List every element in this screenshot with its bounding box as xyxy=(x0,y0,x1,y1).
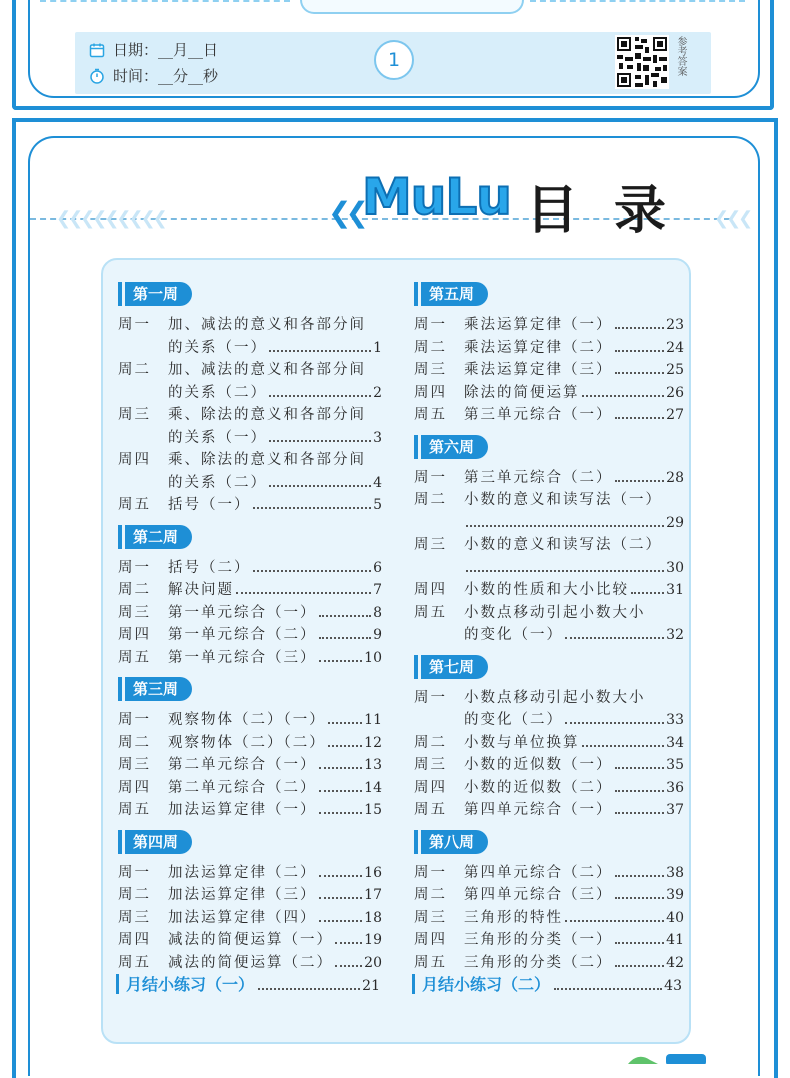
double-chevron-icon: ❮❮ xyxy=(328,196,363,229)
toc-leader-dots xyxy=(319,812,363,814)
toc-entry xyxy=(414,709,684,732)
toc-entry-page: 11 xyxy=(364,712,382,728)
toc-entry-day: 周四 xyxy=(118,779,151,796)
toc-entry xyxy=(118,427,382,450)
calendar-icon xyxy=(89,42,105,58)
toc-entry-page: 33 xyxy=(666,712,684,728)
toc-leader-dots xyxy=(615,372,665,374)
toc-entry-title: 解决问题 xyxy=(168,582,234,598)
toc-entry-day: 周五 xyxy=(414,604,447,621)
top-divider-right xyxy=(530,0,745,6)
toc-leader-dots xyxy=(615,767,665,769)
toc-entry-page: 39 xyxy=(666,887,684,903)
toc-entry xyxy=(414,862,684,885)
toc-entry-day: 周一 xyxy=(414,469,447,486)
toc-entry xyxy=(118,359,382,382)
toc-entry-title: 加法运算定律（三） xyxy=(168,887,317,903)
toc-entry-title: 第四单元综合（三） xyxy=(464,887,613,903)
toc-entry-page: 14 xyxy=(364,779,382,796)
toc-entry-page: 12 xyxy=(364,734,382,751)
week-badge-bar xyxy=(414,282,418,306)
toc-leader-dots xyxy=(236,592,371,594)
toc-leader-dots xyxy=(615,350,665,352)
toc-leader-dots xyxy=(615,942,665,944)
toc-entry-title: 三角形的分类（二） xyxy=(464,954,613,971)
week-badge xyxy=(118,280,192,308)
toc-entry xyxy=(118,602,382,625)
toc-leader-dots xyxy=(253,507,372,509)
toc-leader-dots xyxy=(335,942,362,944)
week-badge xyxy=(118,523,192,551)
toc-entry-page: 3 xyxy=(373,429,382,446)
toc-entry-title: 三角形的特性 xyxy=(464,909,563,926)
monthly-review-entry xyxy=(412,972,682,995)
toc-entry-title: 观察物体（二）（二） xyxy=(168,734,326,751)
toc-entry xyxy=(118,709,382,732)
toc-entry-day: 周五 xyxy=(118,802,151,818)
toc-entry xyxy=(118,382,382,405)
monthly-review-bar xyxy=(412,974,415,994)
toc-leader-dots xyxy=(335,965,362,967)
toc-entry-page: 30 xyxy=(666,559,684,576)
toc-entry-day: 周四 xyxy=(118,452,151,468)
toc-entry-day: 周三 xyxy=(414,362,447,378)
toc-entry xyxy=(414,534,684,557)
toc-entry-title: 第二单元综合（一） xyxy=(168,757,317,773)
toc-leader-dots xyxy=(554,988,662,990)
toc-entry-page: 16 xyxy=(364,864,382,881)
monthly-review-page: 43 xyxy=(664,978,682,994)
toc-entry-title: 小数的近似数（二） xyxy=(464,779,613,796)
toc-entry-page: 34 xyxy=(666,734,684,751)
toc-entry-day: 周二 xyxy=(414,339,447,356)
week-badge-label: 第六周 xyxy=(421,435,488,459)
toc-leader-dots xyxy=(269,350,371,352)
toc-entry-page: 17 xyxy=(364,887,382,903)
page-title: 目录 xyxy=(526,181,703,241)
week-badge xyxy=(414,653,488,681)
week-badge xyxy=(414,828,488,856)
toc-entry xyxy=(118,907,382,930)
toc-entry-day: 周二 xyxy=(118,362,151,378)
toc-entry xyxy=(414,929,684,952)
monthly-review-title: 月结小练习（一） xyxy=(126,975,255,994)
toc-leader-dots xyxy=(615,897,665,899)
toc-entry-page: 18 xyxy=(364,909,382,926)
toc-leader-dots xyxy=(269,395,371,397)
toc-leader-dots xyxy=(319,920,363,922)
toc-entry-day: 周二 xyxy=(414,492,447,508)
toc-entry-title: 第三单元综合（二） xyxy=(464,469,613,486)
toc-entry-page: 26 xyxy=(666,384,684,401)
week-badge-bar xyxy=(118,677,122,701)
time-row xyxy=(89,65,218,86)
toc-entry-day: 周一 xyxy=(118,712,151,728)
toc-entry-title: 第四单元综合（二） xyxy=(464,864,613,881)
answer-label: 参考答案 xyxy=(675,36,686,76)
toc-leader-dots xyxy=(319,875,363,877)
toc-leader-dots xyxy=(328,722,362,724)
toc-entry xyxy=(414,404,684,427)
week-badge-bar xyxy=(118,830,122,854)
week-badge-label: 第二周 xyxy=(125,525,192,549)
week-badge-bar xyxy=(118,525,122,549)
toc-entry xyxy=(118,579,382,602)
toc-entry xyxy=(414,489,684,512)
toc-entry-title: 的关系（二） xyxy=(168,384,267,401)
toc-entry-day: 周一 xyxy=(414,864,447,881)
toc-leader-dots xyxy=(565,722,664,724)
toc-entry-title: 的变化（二） xyxy=(464,712,563,728)
stopwatch-icon xyxy=(89,68,105,84)
time-label: 时间：__分__秒 xyxy=(113,67,219,85)
toc-entry-day: 周五 xyxy=(118,954,151,971)
toc-entry-page: 15 xyxy=(364,802,382,818)
mulu-logo-word: MuLu xyxy=(362,168,511,226)
toc-entry-day: 周四 xyxy=(414,582,447,598)
info-bar xyxy=(75,32,711,94)
toc-entry-title: 小数的意义和读写法（一） xyxy=(464,492,662,508)
toc-leader-dots xyxy=(565,637,664,639)
toc-entry-title: 第二单元综合（二） xyxy=(168,779,317,796)
toc-entry-title: 加法运算定律（二） xyxy=(168,864,317,881)
toc-leader-dots xyxy=(319,897,363,899)
toc-entry-leader xyxy=(464,512,684,535)
monthly-review-page: 21 xyxy=(362,978,380,994)
corner-decoration xyxy=(628,1050,708,1064)
toc-entry xyxy=(118,337,382,360)
toc-entry xyxy=(118,494,382,517)
toc-entry-page: 32 xyxy=(666,627,684,643)
chevron-left-decoration-icon: ❮❮❮❮❮❮❮❮❮ xyxy=(56,208,165,229)
week-badge-bar xyxy=(414,435,418,459)
toc-entry-page: 27 xyxy=(666,407,684,423)
toc-entry-day: 周五 xyxy=(118,649,151,666)
toc-entry-day: 周一 xyxy=(118,559,151,576)
toc-entry-day: 周三 xyxy=(118,757,151,773)
toc-leader-dots xyxy=(319,615,372,617)
toc-entry-page: 41 xyxy=(666,932,684,948)
toc-entry-page: 1 xyxy=(373,339,382,356)
week-badge xyxy=(414,433,488,461)
toc-leader-dots xyxy=(269,440,371,442)
toc-entry xyxy=(118,314,382,337)
toc-entry-page: 10 xyxy=(364,649,382,666)
toc-entry xyxy=(414,579,684,602)
toc-entry-title: 加、减法的意义和各部分间 xyxy=(168,362,366,378)
toc-entry-title: 三角形的分类（一） xyxy=(464,932,613,948)
toc-entry-page: 37 xyxy=(666,802,684,818)
toc-entry xyxy=(118,754,382,777)
toc-entry xyxy=(118,404,382,427)
toc-entry-title: 小数点移动引起小数大小 xyxy=(464,689,646,706)
toc-entry-day: 周五 xyxy=(118,497,151,513)
toc-entry-page: 9 xyxy=(373,627,382,643)
toc-leader-dots xyxy=(319,637,372,639)
toc-entry-title: 减法的简便运算（二） xyxy=(168,954,333,971)
toc-leader-dots xyxy=(615,327,665,329)
toc-entry-page: 20 xyxy=(364,954,382,971)
toc-entry-page: 36 xyxy=(666,779,684,796)
toc-entry xyxy=(414,602,684,625)
toc-entry-title: 的关系（二） xyxy=(168,474,267,491)
toc-entry-day: 周一 xyxy=(118,864,151,881)
toc-entry-title: 加法运算定律（四） xyxy=(168,909,317,926)
toc-leader-dots xyxy=(582,395,665,397)
toc-entry xyxy=(118,557,382,580)
toc-entry-day: 周二 xyxy=(118,734,151,751)
toc-entry-day: 周五 xyxy=(414,802,447,818)
week-badge xyxy=(118,675,192,703)
toc-entry-page: 13 xyxy=(364,757,382,773)
toc-entry xyxy=(414,359,684,382)
toc-entry-title: 减法的简便运算（一） xyxy=(168,932,333,948)
toc-entry-page: 38 xyxy=(666,864,684,881)
week-badge-bar xyxy=(118,282,122,306)
week-badge xyxy=(118,828,192,856)
toc-leader-dots xyxy=(328,745,362,747)
toc-entry-title: 乘、除法的意义和各部分间 xyxy=(168,407,366,423)
toc-entry-page: 7 xyxy=(373,582,382,598)
week-badge-bar xyxy=(414,655,418,679)
toc-entry-day: 周一 xyxy=(414,317,447,333)
toc-entry-page: 19 xyxy=(364,932,382,948)
toc-entry xyxy=(414,467,684,490)
toc-leader-dots xyxy=(615,417,665,419)
toc-entry xyxy=(414,337,684,360)
toc-entry-title: 小数的性质和大小比较 xyxy=(464,582,629,598)
toc-entry xyxy=(414,907,684,930)
toc-leader-dots xyxy=(615,790,665,792)
toc-entry-page: 40 xyxy=(666,909,684,926)
toc-entry-title: 小数与单位换算 xyxy=(464,734,580,751)
toc-entry-title: 加法运算定律（一） xyxy=(168,802,317,818)
toc-leader-dots xyxy=(466,525,664,527)
toc-leader-dots xyxy=(258,988,360,990)
week-badge-label: 第七周 xyxy=(421,655,488,679)
toc-entry-title: 的关系（一） xyxy=(168,429,267,446)
week-badge xyxy=(414,280,488,308)
toc-leader-dots xyxy=(319,790,363,792)
toc-entry-day: 周三 xyxy=(118,909,151,926)
monthly-review-entry xyxy=(116,972,380,995)
toc-entry-title: 小数的近似数（一） xyxy=(464,757,613,773)
toc-entry-page: 2 xyxy=(373,384,382,401)
toc-entry-page: 25 xyxy=(666,362,684,378)
toc-entry-day: 周三 xyxy=(118,604,151,621)
toc-entry-title: 的变化（一） xyxy=(464,627,563,643)
toc-entry-title: 第三单元综合（一） xyxy=(464,407,613,423)
toc-entry xyxy=(118,862,382,885)
toc-entry-leader xyxy=(464,557,684,580)
toc-entry-title: 小数的意义和读写法（二） xyxy=(464,537,662,553)
toc-entry xyxy=(118,647,382,670)
toc-entry-title: 加、减法的意义和各部分间 xyxy=(168,317,366,333)
toc-entry-title: 第四单元综合（一） xyxy=(464,802,613,818)
toc-entry xyxy=(118,777,382,800)
toc-entry xyxy=(118,732,382,755)
toc-entry xyxy=(414,687,684,710)
date-label: 日期：__月__日 xyxy=(113,41,219,59)
toc-leader-dots xyxy=(319,660,363,662)
toc-entry xyxy=(414,799,684,822)
toc-entry-title: 括号（一） xyxy=(168,497,251,513)
toc-entry-day: 周二 xyxy=(118,582,151,598)
week-badge-label: 第八周 xyxy=(421,830,488,854)
toc-leader-dots xyxy=(269,485,371,487)
page-number: 1 xyxy=(374,40,414,80)
toc-leader-dots xyxy=(253,570,372,572)
week-badge-label: 第四周 xyxy=(125,830,192,854)
toc-entry-page: 42 xyxy=(666,954,684,971)
toc-entry xyxy=(414,624,684,647)
toc-entry xyxy=(118,929,382,952)
toc-entry-day: 周四 xyxy=(414,384,447,401)
toc-entry-day: 周二 xyxy=(414,734,447,751)
toc-entry xyxy=(118,799,382,822)
toc-entry-title: 小数点移动引起小数大小 xyxy=(464,604,646,621)
toc-entry-title: 第一单元综合（二） xyxy=(168,627,317,643)
toc-entry-day: 周五 xyxy=(414,407,447,423)
toc-entry-title: 乘法运算定律（一） xyxy=(464,317,613,333)
toc-entry xyxy=(118,449,382,472)
toc-entry-title: 第一单元综合（一） xyxy=(168,604,317,621)
toc-leader-dots xyxy=(631,592,664,594)
week-badge-label: 第三周 xyxy=(125,677,192,701)
toc-entry-page: 23 xyxy=(666,317,684,333)
toc-entry-day: 周二 xyxy=(118,887,151,903)
toc-entry xyxy=(118,952,382,975)
toc-entry xyxy=(118,884,382,907)
toc-entry-page: 28 xyxy=(666,469,684,486)
toc-entry-page: 8 xyxy=(373,604,382,621)
toc-entry-title: 括号（二） xyxy=(168,559,251,576)
toc-entry-page: 35 xyxy=(666,757,684,773)
toc-entry-page: 29 xyxy=(666,514,684,531)
toc-leader-dots xyxy=(565,920,664,922)
toc-leader-dots xyxy=(615,965,665,967)
toc-entry xyxy=(414,732,684,755)
chevron-right-decoration-icon: ❮❮❮ xyxy=(714,208,751,229)
toc-entry-page: 5 xyxy=(373,497,382,513)
toc-entry-day: 周五 xyxy=(414,954,447,971)
toc-entry-title: 乘法运算定律（三） xyxy=(464,362,613,378)
top-title-tab xyxy=(300,0,524,14)
toc-entry-day: 周三 xyxy=(414,909,447,926)
week-badge-label: 第五周 xyxy=(421,282,488,306)
toc-entry-day: 周一 xyxy=(118,317,151,333)
monthly-review-title: 月结小练习（二） xyxy=(422,975,551,994)
toc-entry-title: 除法的简便运算 xyxy=(464,384,580,401)
toc-leader-dots xyxy=(615,480,665,482)
toc-entry xyxy=(414,382,684,405)
toc-entry-day: 周四 xyxy=(118,932,151,948)
week-badge-bar xyxy=(414,830,418,854)
toc-entry-page: 31 xyxy=(666,582,684,598)
toc-entry-day: 周二 xyxy=(414,887,447,903)
toc-leader-dots xyxy=(615,812,665,814)
toc-entry xyxy=(414,952,684,975)
toc-entry-title: 第一单元综合（三） xyxy=(168,649,317,666)
toc-entry-day: 周三 xyxy=(118,407,151,423)
toc-entry-title: 乘法运算定律（二） xyxy=(464,339,613,356)
toc-entry-day: 周三 xyxy=(414,757,447,773)
toc-entry-title: 的关系（一） xyxy=(168,339,267,356)
toc-entry-page: 6 xyxy=(373,559,382,576)
toc-leader-dots xyxy=(466,570,664,572)
toc-entry-day: 周一 xyxy=(414,689,447,706)
week-badge-label: 第一周 xyxy=(125,282,192,306)
toc-leader-dots xyxy=(319,767,363,769)
toc-entry-title: 观察物体（二）（一） xyxy=(168,712,326,728)
toc-entry-page: 24 xyxy=(666,339,684,356)
monthly-review-bar xyxy=(116,974,119,994)
toc-entry-day: 周四 xyxy=(118,627,151,643)
toc-entry-day: 周四 xyxy=(414,779,447,796)
toc-entry xyxy=(414,754,684,777)
date-row xyxy=(89,39,218,60)
toc-entry-day: 周三 xyxy=(414,537,447,553)
toc-leader-dots xyxy=(582,745,665,747)
toc-entry-day: 周四 xyxy=(414,932,447,948)
toc-entry-title: 乘、除法的意义和各部分间 xyxy=(168,452,366,468)
toc-entry xyxy=(118,472,382,495)
qr-code-icon[interactable] xyxy=(615,35,669,89)
toc-entry xyxy=(414,884,684,907)
toc-entry xyxy=(414,777,684,800)
toc-entry xyxy=(118,624,382,647)
toc-entry xyxy=(414,314,684,337)
toc-entry-page: 4 xyxy=(373,474,382,491)
top-divider-left xyxy=(40,0,290,6)
toc-leader-dots xyxy=(615,875,665,877)
